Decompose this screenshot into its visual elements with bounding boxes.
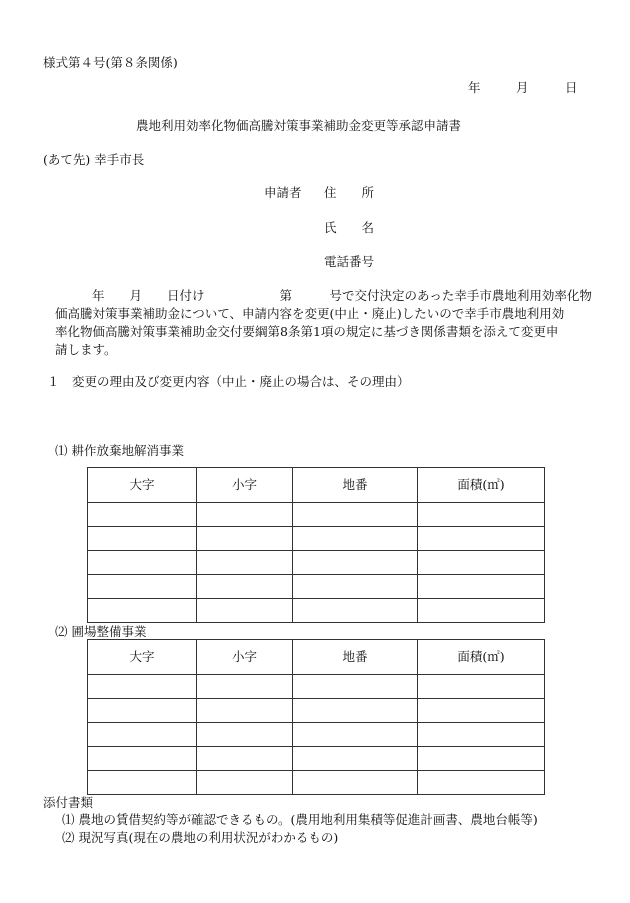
table-row [88, 599, 545, 623]
attachments-title: 添付書類 [43, 795, 94, 810]
cell-chiban[interactable] [293, 675, 418, 699]
cell-chiban[interactable] [293, 551, 418, 575]
cell-oaza[interactable] [88, 575, 197, 599]
cell-koaza[interactable] [197, 699, 293, 723]
phone-label: 電話番号 [324, 254, 375, 269]
cell-chiban[interactable] [293, 527, 418, 551]
cell-chiban[interactable] [293, 599, 418, 623]
cell-area[interactable] [418, 747, 545, 771]
body-line-3: 率化物価高騰対策事業補助金交付要綱第8条第1項の規定に基づき関係書類を添えて変更申 [55, 324, 559, 339]
cell-koaza[interactable] [197, 575, 293, 599]
cell-area[interactable] [418, 503, 545, 527]
cell-area[interactable] [418, 527, 545, 551]
cell-area[interactable] [418, 723, 545, 747]
cell-chiban[interactable] [293, 771, 418, 795]
col-header-area: 面積(㎡) [418, 640, 545, 675]
date-month: 月 [516, 80, 529, 95]
table-abandoned-land [87, 467, 545, 623]
attachment-item-2: ⑵ 現況写真(現在の農地の利用状況がわかるもの) [62, 830, 339, 845]
cell-chiban[interactable] [293, 699, 418, 723]
body-line-4: 請します。 [55, 342, 117, 357]
cell-oaza[interactable] [88, 551, 197, 575]
cell-koaza[interactable] [197, 723, 293, 747]
attachment-item-1: ⑴ 農地の賃借契約等が確認できるもの。(農用地利用集積等促進計画書、農地台帳等) [62, 812, 538, 827]
cell-oaza[interactable] [88, 599, 197, 623]
body-line-1: 年 月 日付け 第 号で交付決定のあった幸手市農地利用効率化物 [92, 288, 592, 303]
applicant-label: 申請者 [264, 185, 302, 200]
subsection-2-label: ⑵ 圃場整備事業 [55, 624, 147, 639]
col-header-area: 面積(㎡) [418, 468, 545, 503]
col-header-oaza: 大字 [88, 640, 197, 675]
cell-koaza[interactable] [197, 599, 293, 623]
cell-area[interactable] [418, 599, 545, 623]
cell-oaza[interactable] [88, 699, 197, 723]
document-title: 農地利用効率化物価高騰対策事業補助金変更等承認申請書 [136, 118, 462, 133]
cell-area[interactable] [418, 551, 545, 575]
cell-koaza[interactable] [197, 551, 293, 575]
cell-area[interactable] [418, 771, 545, 795]
table-row [88, 503, 545, 527]
col-header-chiban: 地番 [293, 468, 418, 503]
body-line-2: 価高騰対策事業補助金について、申請内容を変更(中止・廃止)したいので幸手市農地利用効 [55, 306, 565, 321]
cell-oaza[interactable] [88, 503, 197, 527]
form-number: 様式第４号(第８条関係) [43, 55, 178, 70]
date-year: 年 [468, 80, 481, 95]
cell-chiban[interactable] [293, 723, 418, 747]
cell-area[interactable] [418, 699, 545, 723]
col-header-oaza: 大字 [88, 468, 197, 503]
subsection-1-label: ⑴ 耕作放棄地解消事業 [55, 443, 184, 458]
table-row [88, 675, 545, 699]
table-field-improvement [87, 639, 545, 795]
addressee: (あて先) 幸手市長 [43, 152, 145, 167]
section-1-heading: １ 変更の理由及び変更内容（中止・廃止の場合は、その理由） [47, 374, 410, 389]
cell-chiban[interactable] [293, 503, 418, 527]
cell-chiban[interactable] [293, 575, 418, 599]
cell-koaza[interactable] [197, 675, 293, 699]
cell-chiban[interactable] [293, 747, 418, 771]
cell-koaza[interactable] [197, 503, 293, 527]
table-row [88, 527, 545, 551]
table-row [88, 747, 545, 771]
cell-koaza[interactable] [197, 527, 293, 551]
cell-oaza[interactable] [88, 771, 197, 795]
name-label: 氏 名 [324, 220, 375, 235]
col-header-koaza: 小字 [197, 640, 293, 675]
address-label: 住 所 [324, 185, 375, 200]
col-header-chiban: 地番 [293, 640, 418, 675]
cell-oaza[interactable] [88, 723, 197, 747]
col-header-koaza: 小字 [197, 468, 293, 503]
table-row [88, 699, 545, 723]
table-row [88, 575, 545, 599]
table-row [88, 771, 545, 795]
cell-area[interactable] [418, 575, 545, 599]
table-row [88, 723, 545, 747]
cell-area[interactable] [418, 675, 545, 699]
table-row [88, 551, 545, 575]
cell-koaza[interactable] [197, 771, 293, 795]
cell-oaza[interactable] [88, 747, 197, 771]
cell-oaza[interactable] [88, 675, 197, 699]
cell-koaza[interactable] [197, 747, 293, 771]
date-day: 日 [565, 80, 578, 95]
cell-oaza[interactable] [88, 527, 197, 551]
